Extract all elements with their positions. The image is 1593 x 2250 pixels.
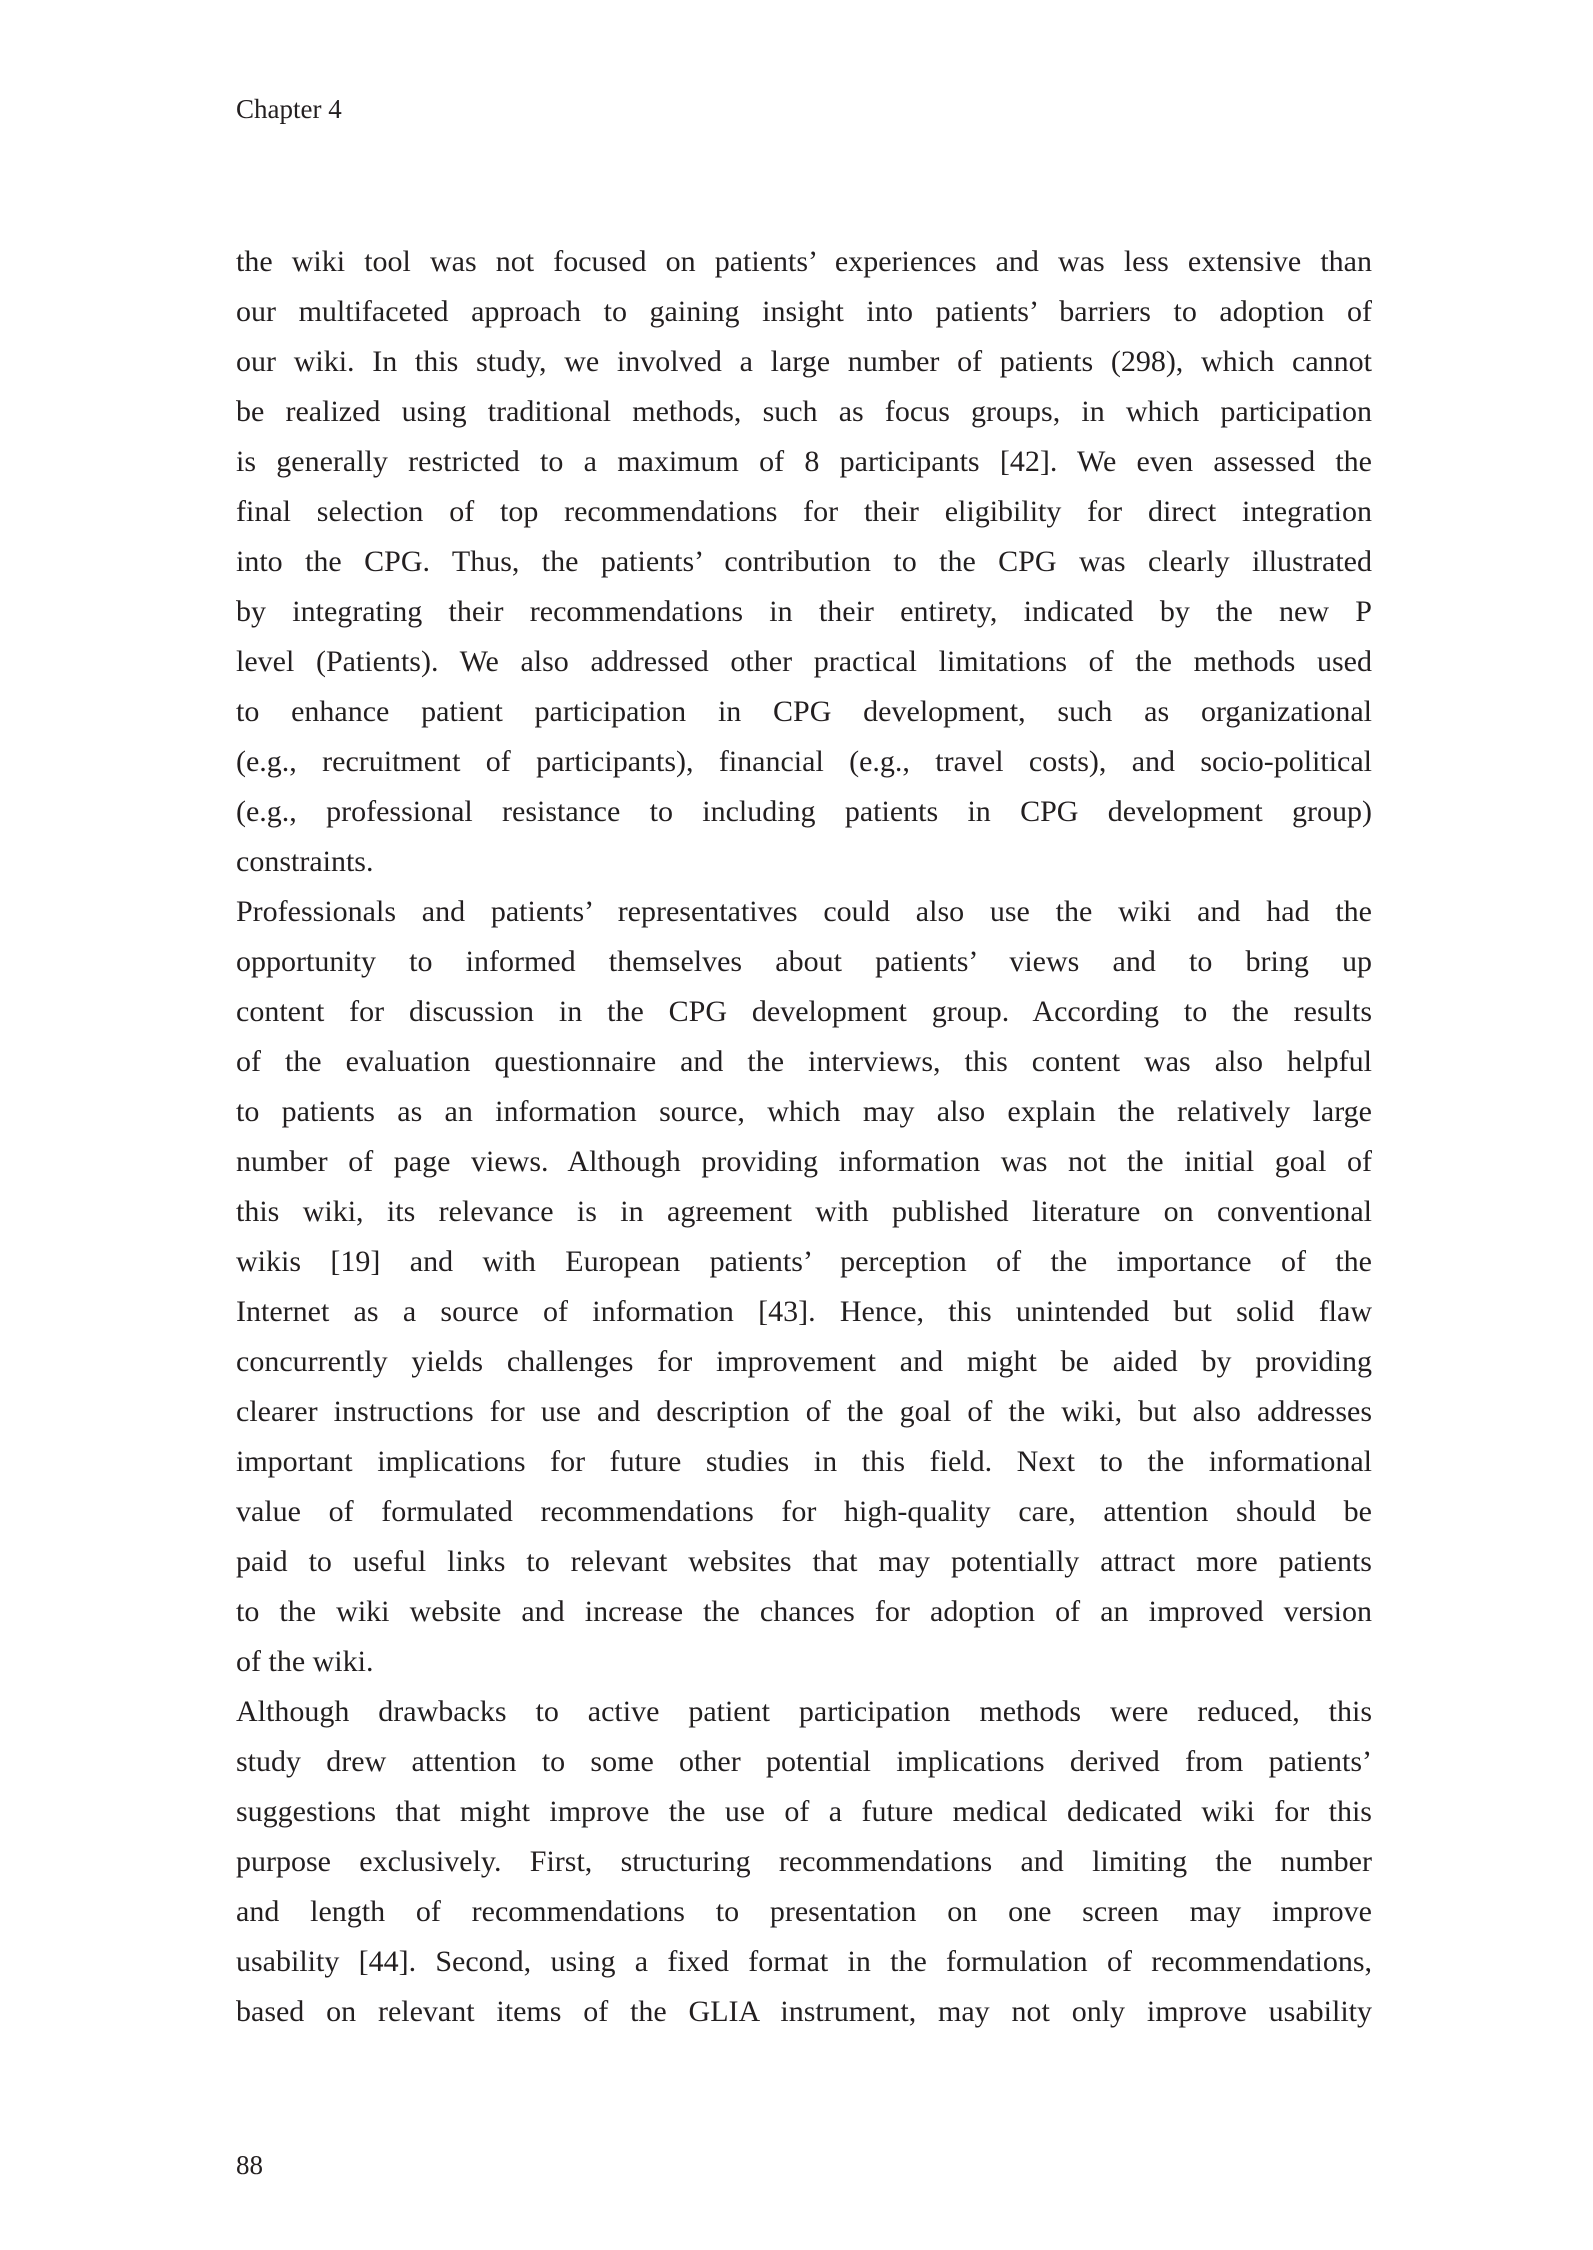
text-line: level (Patients). We also addressed other practical limitations of the methods used (236, 645, 1372, 678)
text-line: paid to useful links to relevant websites that may potentially attract more patients (236, 1545, 1372, 1578)
text-line: Although drawbacks to active patient participation methods were reduced, this (236, 1695, 1372, 1728)
text-line: study drew attention to some other potential implications derived from patients’ (236, 1745, 1372, 1778)
text-line: suggestions that might improve the use of a future medical dedicated wiki for this (236, 1795, 1372, 1828)
text-line: and length of recommendations to presentation on one screen may improve (236, 1895, 1372, 1928)
text-line: of the wiki. (236, 1645, 374, 1678)
running-header: Chapter 4 (236, 94, 342, 124)
text-line: number of page views. Although providing information was not the initial goal of (236, 1145, 1372, 1178)
text-line: our wiki. In this study, we involved a large number of patients (298), which cannot (236, 345, 1372, 378)
text-line: usability [44]. Second, using a fixed format in the formulation of recommendations, (236, 1945, 1372, 1978)
text-line: purpose exclusively. First, structuring recommendations and limiting the number (236, 1845, 1372, 1878)
text-line: the wiki tool was not focused on patients’ experiences and was less extensive than (236, 245, 1372, 278)
body-text (236, 237, 1372, 2037)
text-line: constraints. (236, 845, 374, 878)
text-line: is generally restricted to a maximum of 8 participants [42]. We even assessed the (236, 445, 1372, 478)
text-line: by integrating their recommendations in their entirety, indicated by the new P (236, 595, 1372, 628)
text-line: Professionals and patients’ representatives could also use the wiki and had the (236, 895, 1372, 928)
text-line: to the wiki website and increase the chances for adoption of an improved version (236, 1595, 1372, 1628)
text-line: opportunity to informed themselves about patients’ views and to bring up (236, 945, 1372, 978)
text-line: (e.g., professional resistance to including patients in CPG development group) (236, 795, 1372, 828)
text-line: Internet as a source of information [43]. Hence, this unintended but solid flaw (236, 1295, 1372, 1328)
text-line: final selection of top recommendations for their eligibility for direct integration (236, 495, 1372, 528)
text-line: our multifaceted approach to gaining insight into patients’ barriers to adoption of (236, 295, 1372, 328)
text-line: this wiki, its relevance is in agreement with published literature on conventional (236, 1195, 1372, 1228)
text-line: wikis [19] and with European patients’ perception of the importance of the (236, 1245, 1372, 1278)
text-line: be realized using traditional methods, such as focus groups, in which participation (236, 395, 1372, 428)
text-line: based on relevant items of the GLIA instrument, may not only improve usability (236, 1995, 1372, 2028)
text-line: content for discussion in the CPG development group. According to the results (236, 995, 1372, 1028)
text-line: into the CPG. Thus, the patients’ contribution to the CPG was clearly illustrated (236, 545, 1372, 578)
text-line: of the evaluation questionnaire and the interviews, this content was also helpful (236, 1045, 1372, 1078)
text-line: to enhance patient participation in CPG development, such as organizational (236, 695, 1372, 728)
text-line: to patients as an information source, which may also explain the relatively large (236, 1095, 1372, 1128)
text-line: clearer instructions for use and description of the goal of the wiki, but also addresses (236, 1395, 1372, 1428)
text-line: concurrently yields challenges for improvement and might be aided by providing (236, 1345, 1372, 1378)
text-line: (e.g., recruitment of participants), financial (e.g., travel costs), and socio-political (236, 745, 1372, 778)
text-line: value of formulated recommendations for high-quality care, attention should be (236, 1495, 1372, 1528)
page-number: 88 (236, 2150, 263, 2180)
text-line: important implications for future studies in this field. Next to the informational (236, 1445, 1372, 1478)
